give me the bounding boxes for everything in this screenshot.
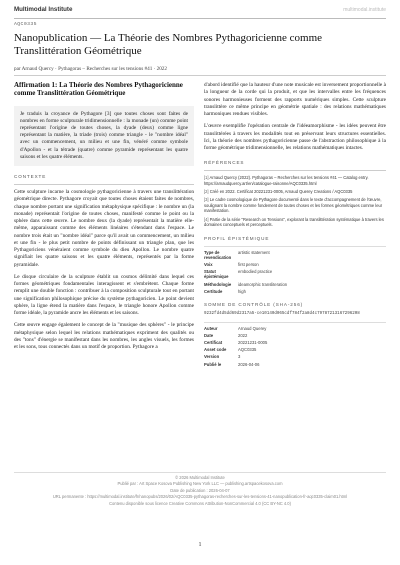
- affirmation-title: Affirmation 1: La Théorie des Nombres Pythagoricienne comme Translittération Géométrique: [14, 81, 183, 97]
- metadata-row: Asset code AQC0335: [204, 347, 257, 353]
- references-heading: RÉFÉRENCES: [204, 160, 245, 166]
- metadata-row: Version 3: [204, 354, 241, 360]
- reference-item[interactable]: [2] Créé en 2022. Certificat 20221231-0005, Arnaud Querey Creations / AQC0335: [204, 189, 353, 195]
- footer-copyright: © 2026 Multimodal Institute: [175, 475, 225, 480]
- page-number: 1: [198, 542, 202, 548]
- body-paragraph: L'œuvre exemplifie l'opération centrale de l'idéeamorphisme - les idées peuvent être translittérées à travers les modalités tout en préservant leurs structures essentielles. Ici, la théorie des nombres pythagoricienne passe de l'abstraction philosophique à la forme géométrique tridimensionnelle, les relations mathématiques intactes.: [204, 123, 386, 151]
- body-paragraph: d'abord identifié que la hauteur d'une note musicale est inversement proportionnelle à la longueur de la corde qui la produit, et que les intervalles entre les fréquences sonores harmonieuses forment des rapports numériques simples. Cette sculpture translittère ce même principe en géométrie spatiale : des relations mathématiques harmoniques rendues visibles.: [204, 82, 386, 117]
- context-heading: CONTEXTE: [14, 174, 47, 180]
- epistemic-heading: PROFIL ÉPISTÉMIQUE: [204, 235, 270, 241]
- affirmation-abstract: Je traduis la croyance de Pythagore [3] que toutes choses sont faites de nombres en forme sculpturale tridimensionnelle : la monade (un) comme point représentant l'origine de toutes choses, la dyade (deux) comme ligne représentant la matière, la triade (trois) comme triangle - le "nombre idéal" avec un commencement, un milieu et une fin, vénéré comme symbole d'Apollon - et la tétrade (quatre) comme pyramide représentant les quatre saisons et les quatre éléments.: [14, 106, 194, 166]
- epistemic-row: Statut épistémique embodied practice: [204, 269, 273, 280]
- document-id: AQC0335: [14, 22, 37, 27]
- context-paragraph: Le disque circulaire de la sculpture établit un cosmos délimité dans lequel ces formes géométriques fondamentales interagissent et s'embrètent. Chaque forme remplit une double fonction : contribuer à la composition sculpturale tout en portant une signification philosophique précise du système pythagoricien. Le point devient sphère, la ligne étend la matière dans l'espace, le triangle honore Apollon comme forme idéale, la pyramide ancre les éléments et les saisons.: [14, 273, 194, 317]
- page-title: Nanopublication — La Théorie des Nombres Pythagoricienne comme Translittération Géométrique: [14, 32, 323, 57]
- reference-item[interactable]: [3] Le cadre cosmologique de Pythagore documenté dans le texte d'accompagnement de l'œuvre, soulignant la nombre comme fondement de toutes choses et les formes géométriques comme leur manifestation.: [204, 197, 383, 214]
- metadata-table: [204, 322, 386, 367]
- footer-divider: [14, 472, 386, 473]
- top-bar: [14, 6, 386, 18]
- brand-name: Multimodal Institute: [14, 6, 73, 13]
- epistemic-row: Type de revendication artistic statement: [204, 249, 270, 260]
- metadata-row: Certificat 20221231-0005: [204, 339, 268, 345]
- checksum-heading: SOMME DE CONTRÔLE (SHA-256): [204, 301, 304, 307]
- left-column: [14, 82, 194, 356]
- epistemic-row: Voix first person: [204, 261, 259, 267]
- epistemic-row: Certitude high: [204, 288, 246, 294]
- metadata-row: Publié le 2026-04-06: [204, 361, 260, 367]
- metadata-row: Date 2022: [204, 332, 248, 338]
- footer: [14, 475, 386, 507]
- footer-permalink[interactable]: URL permanente : https://multimodal.institute/fr/nanopubs/2026/02/AQC0335-pythagoras-recherches-sur-les-tensions-41-nanopublication-fr-aqc0335-claim01.html: [52, 494, 348, 500]
- context-divider: [14, 184, 194, 185]
- right-column: [204, 82, 386, 369]
- footer-license[interactable]: Contenu disponible sous licence Creative Commons Attribution-NonCommercial 4.0 (CC BY-NC 4.0): [109, 500, 291, 506]
- metadata-row: Auteur Arnaud Querey: [204, 325, 267, 331]
- brand-url[interactable]: multimodal.institute: [343, 7, 386, 13]
- footer-publisher[interactable]: Publié par : Art Space Kosova Publishing New York LLC — publishing.artspacekosova.com: [117, 481, 283, 487]
- context-paragraph: Cette sculpture incarne la cosmologie pythagoricienne à travers une translittération géométrique directe. Pythagore croyait que toutes choses étaient faites de nombres, chaque nombre portant une signification métaphysique spécifique : le nombre un (la monade) représentait l'origine de toutes choses, manifesté comme le point ou la sphère dans cette œuvre. Le nombre deux (la dyade) représentait la matière elle-même, apparaissant comme des éléments linéaires s'étendant dans l'espace. Le nombre trois était un "nombre idéal" parce qu'il avait un commencement, un milieu et une fin - le plus petit nombre de points définissant un triangle plan, que les Pythagoriciens vénéraient comme symbole du dieu Apollon. Le nombre quatre signifiait les quatre saisons et les quatre éléments, représentés par la forme pyramidale.: [14, 189, 194, 268]
- checksum-value: 9232fd4d5dd69d2317a5-ce10140d065cdf784f2a8d4c79787213167296208: [204, 311, 360, 316]
- context-paragraph: Cette œuvre engage également le concept de la "musique des sphères" - le principe métaphysique selon lequel les relations mathématiques expriment des qualités ou des "tons" d'énergie se manifestant dans les nombres, les angles visuels, les formes et les sons, tous connectés dans un motif de proportion. Pythagore a: [14, 322, 194, 351]
- references-divider: [204, 170, 386, 171]
- reference-item[interactable]: [4] Partie de la série "Research on Tensions", explorant la translittération systématique à travers les domaines conceptuels et perceptuels.: [204, 216, 384, 228]
- footer-date: Date de publication : 2026-04-07: [170, 487, 230, 493]
- byline: par Arnaud Quercy · Pythagoras – Recherches sur les tensions #41 · 2022: [14, 66, 167, 72]
- header-divider: [14, 18, 386, 19]
- epistemic-profile: [204, 246, 386, 294]
- title-divider: [14, 75, 386, 76]
- epistemic-row: Méthodologie ideamorphic transliteration: [204, 281, 288, 287]
- references-list: [204, 175, 386, 227]
- reference-item[interactable]: [1] Arnaud Quercy (2022). Pythagoras – Recherches sur les tensions #41 — Catalog entry. https://arnaudquercy.art/en/catalogue-raisonne/AQC0335.html: [204, 175, 369, 186]
